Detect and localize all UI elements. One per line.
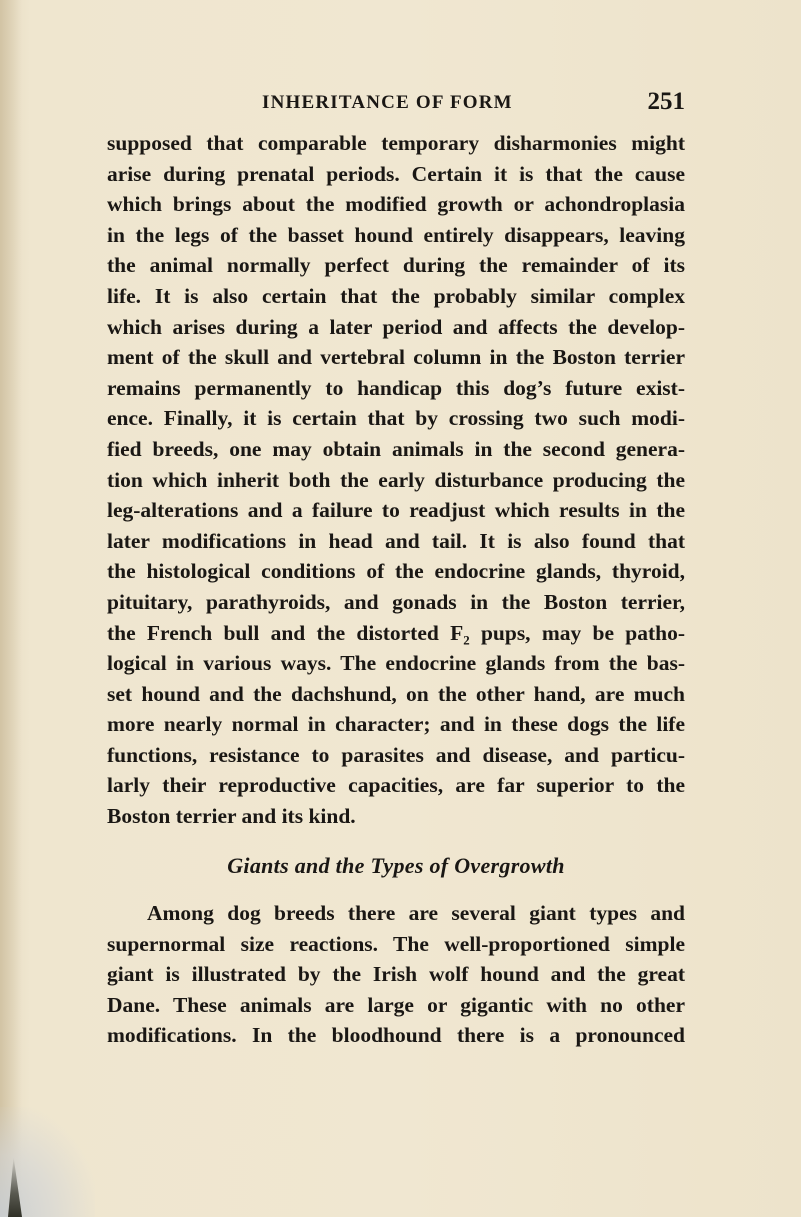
text-line: giant is illustrated by the Irish wolf hound and the great [107, 962, 685, 987]
text-line: which arises during a later period and affects the develop- [107, 314, 685, 339]
text-line: later modifications in head and tail. It is also found that [107, 528, 685, 553]
text-line: Dane. These animals are large or gigantic with no other [107, 992, 685, 1017]
text-line: leg-alterations and a failure to readjust which results in the [107, 498, 685, 523]
text-line: larly their reproductive capacities, are far superior to the [107, 773, 685, 798]
text-line: the French bull and the distorted F₂ pups, may be patho- [107, 620, 685, 645]
text-line: in the legs of the basset hound entirely disappears, leaving [107, 222, 685, 247]
text-line: remains permanently to handicap this dog’s future exist- [107, 375, 685, 400]
text-line: Among dog breeds there are several giant types and [147, 901, 685, 925]
text-line: supposed that comparable temporary disharmonies might [107, 131, 685, 155]
text-line: life. It is also certain that the probably similar complex [107, 283, 685, 308]
text-line: Boston terrier and its kind. [107, 804, 356, 829]
text-line: ence. Finally, it is certain that by crossing two such modi- [107, 406, 685, 431]
text-line: tion which inherit both the early disturbance producing the [107, 467, 685, 492]
text-line: pituitary, parathyroids, and gonads in the Boston terrier, [107, 589, 685, 614]
text-line: logical in various ways. The endocrine glands from the bas- [107, 651, 685, 676]
text-line: set hound and the dachshund, on the other hand, are much [107, 681, 685, 706]
page-number: 251 [647, 88, 685, 115]
text-line: supernormal size reactions. The well-proportioned simple [107, 931, 685, 956]
text-line: which brings about the modified growth or achondroplasia [107, 192, 685, 217]
gutter-shadow [0, 0, 22, 1217]
text-line: ment of the skull and vertebral column in the Boston terrier [107, 345, 685, 370]
text-line: fied breeds, one may obtain animals in the second genera- [107, 436, 685, 461]
text-line: functions, resistance to parasites and disease, and particu- [107, 742, 685, 767]
text-line: the animal normally perfect during the remainder of its [107, 253, 685, 278]
section-heading: Giants and the Types of Overgrowth [227, 853, 565, 878]
text-line: modifications. In the bloodhound there is a pronounced [107, 1023, 685, 1048]
text-line: more nearly normal in character; and in these dogs the life [107, 712, 685, 737]
body-paragraph-1 [107, 128, 685, 832]
text-line: the histological conditions of the endocrine glands, thyroid, [107, 559, 685, 584]
text-line: arise during prenatal periods. Certain it is that the cause [107, 161, 685, 186]
body-paragraph-2 [107, 898, 685, 1051]
running-head: INHERITANCE OF FORM [262, 92, 513, 113]
page-header [107, 88, 685, 124]
